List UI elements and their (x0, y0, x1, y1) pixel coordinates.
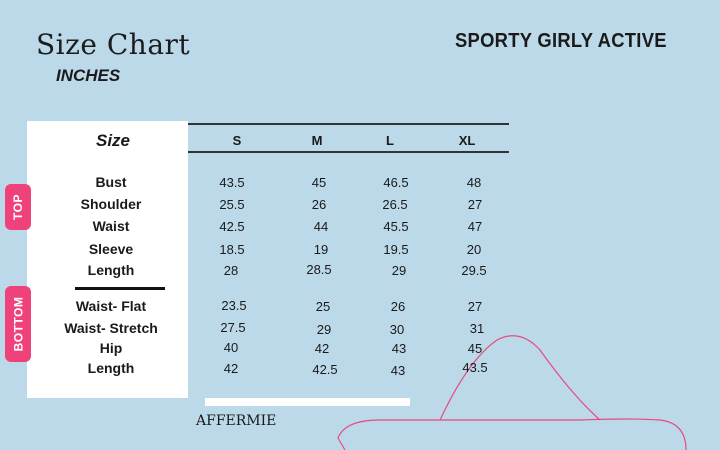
table-cell: 43 (390, 363, 406, 378)
table-cell: 45 (311, 175, 327, 190)
page-title: Size Chart (36, 28, 191, 61)
size-column-header: Size (96, 131, 131, 150)
table-cell: 25 (315, 299, 331, 314)
table-cell: 46.5 (383, 175, 409, 190)
section-tag-top (5, 184, 31, 230)
table-cell: 26.5 (382, 197, 408, 212)
row-label: Sleeve (88, 241, 134, 257)
table-cell: 19.5 (383, 242, 409, 257)
table-cell: 26 (311, 197, 327, 212)
table-header-rule (188, 151, 509, 153)
column-header-l: L (386, 133, 394, 148)
table-cell: 47 (467, 219, 483, 234)
table-cell: 28.5 (306, 262, 332, 277)
column-header-s: S (232, 133, 242, 148)
row-label: Bust (95, 174, 127, 190)
table-cell: 31 (469, 321, 485, 336)
row-label: Waist- Flat (75, 298, 147, 314)
table-cell: 45.5 (383, 219, 409, 234)
table-cell: 43.5 (462, 360, 488, 375)
table-cell: 29 (391, 263, 407, 278)
section-divider (75, 287, 165, 290)
table-cell: 23.5 (221, 298, 247, 313)
table-cell: 43.5 (219, 175, 245, 190)
table-cell: 18.5 (219, 242, 245, 257)
table-cell: 27 (467, 197, 483, 212)
section-tag-bottom (5, 286, 31, 362)
table-top-rule (188, 123, 509, 125)
table-cell: 45 (467, 341, 483, 356)
table-cell: 42.5 (219, 219, 245, 234)
table-cell: 42 (223, 361, 239, 376)
table-cell: 40 (223, 340, 239, 355)
row-label: Length (87, 262, 135, 278)
table-cell: 29.5 (461, 263, 487, 278)
section-tag-bottom-label: BOTTOM (11, 296, 25, 352)
table-cell: 25.5 (219, 197, 245, 212)
column-header-m: M (311, 133, 323, 148)
row-label: Length (87, 360, 135, 376)
table-cell: 28 (223, 263, 239, 278)
table-cell: 27.5 (220, 320, 246, 335)
table-cell: 42 (314, 341, 330, 356)
row-label: Hip (99, 340, 123, 356)
decorative-bar (205, 398, 410, 406)
row-label: Shoulder (80, 196, 142, 212)
table-cell: 42.5 (312, 362, 338, 377)
row-label: Waist- Stretch (64, 320, 158, 336)
brand-name: SPORTY GIRLY ACTIVE (455, 30, 667, 52)
table-cell: 19 (313, 242, 329, 257)
table-cell: 29 (316, 322, 332, 337)
section-tag-top-label: TOP (10, 194, 25, 220)
column-header-xl: XL (458, 133, 476, 148)
row-label-panel (27, 121, 188, 398)
footer-brand: AFFERMIE (196, 413, 277, 429)
table-cell: 20 (466, 242, 482, 257)
table-cell: 44 (313, 219, 329, 234)
table-cell: 26 (390, 299, 406, 314)
units-label: INCHES (56, 66, 121, 85)
row-label: Waist (92, 218, 130, 234)
table-cell: 30 (389, 322, 405, 337)
table-cell: 48 (466, 175, 482, 190)
table-cell: 43 (391, 341, 407, 356)
table-cell: 27 (467, 299, 483, 314)
